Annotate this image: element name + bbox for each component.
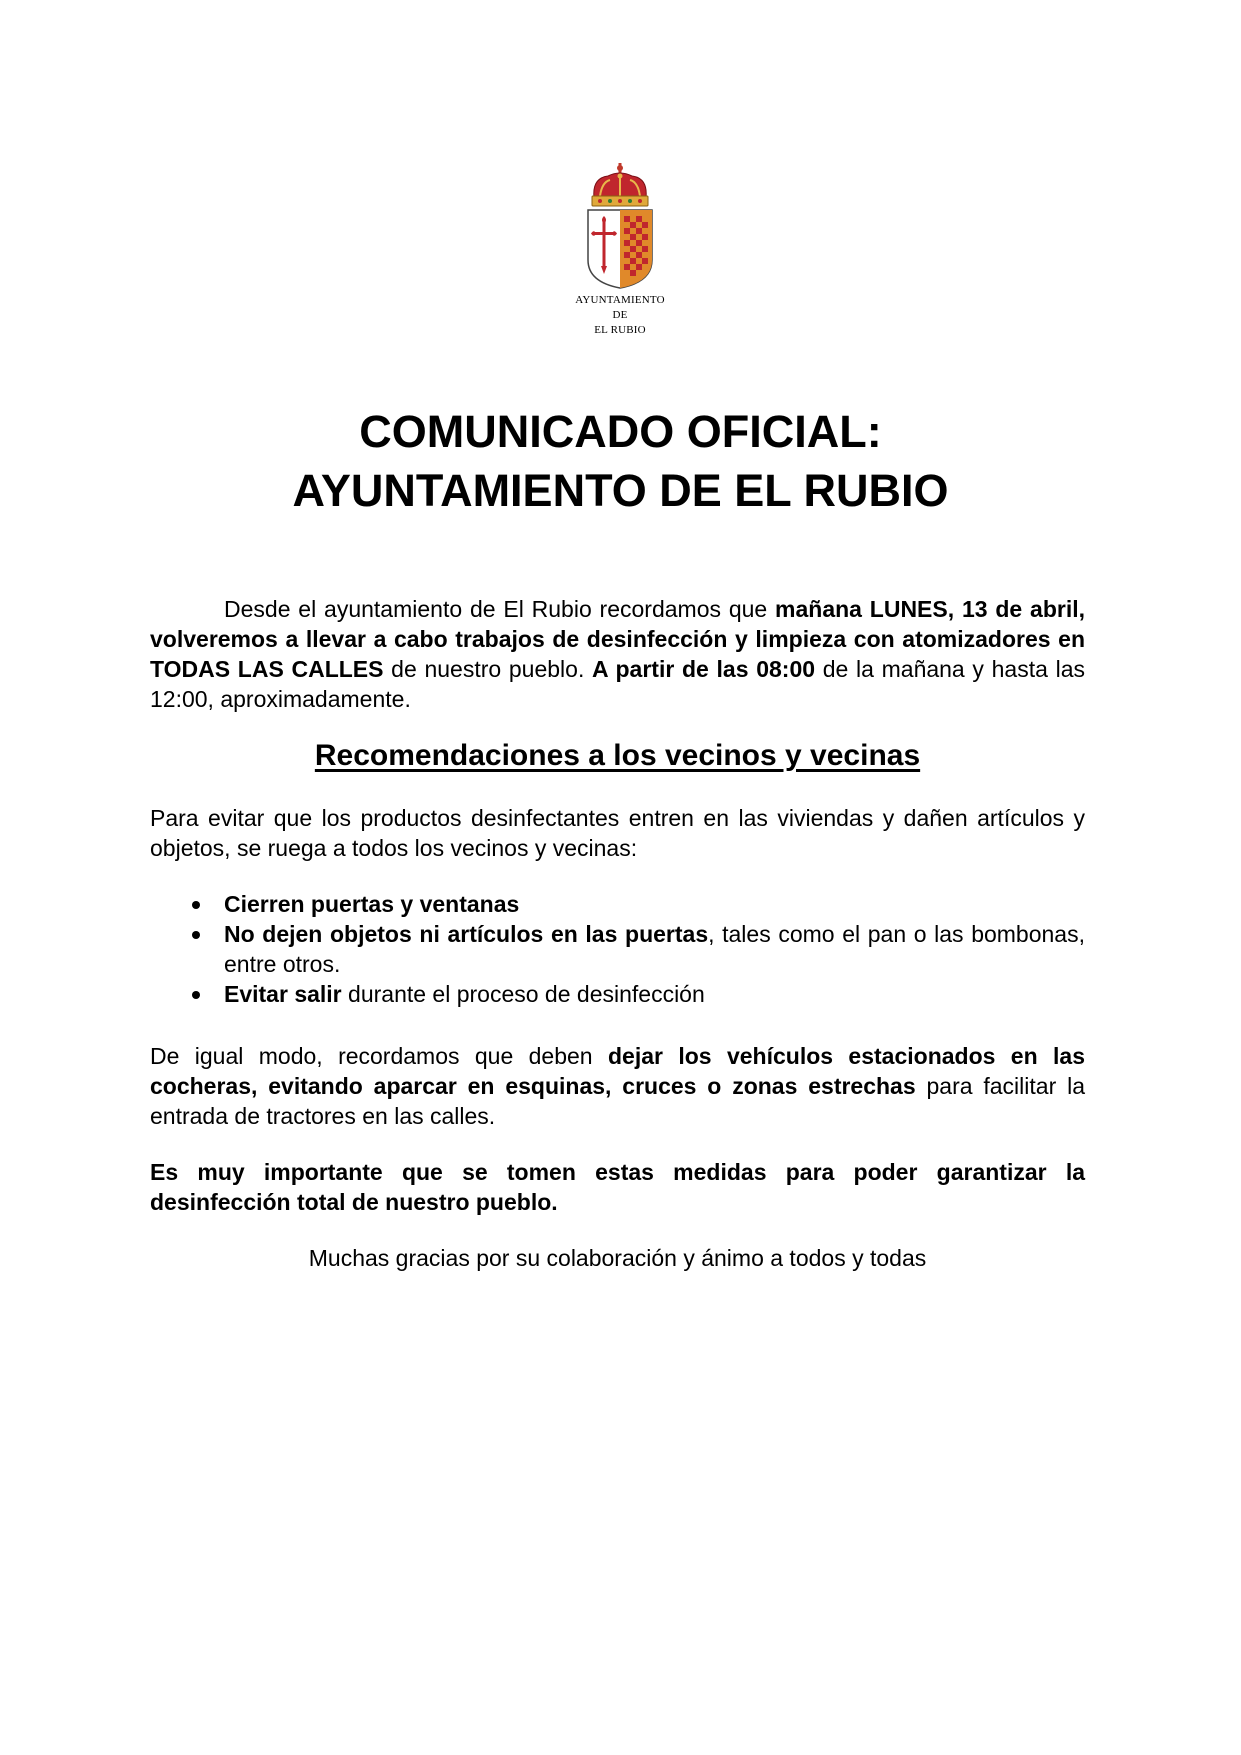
list-item-bold: No dejen objetos ni artículos en las puertas [224,921,709,947]
intro-text: de nuestro pueblo. [383,656,593,682]
list-item-bold: Evitar salir [224,981,342,1007]
vehicles-text: De igual modo, recordamos que deben [150,1043,608,1069]
intro-paragraph [150,594,1085,714]
el-rubio-coat-of-arms-icon [580,160,660,290]
intro-bold-time: A partir de las 08:00 [592,656,816,682]
list-item-bold: Cierren puertas y ventanas [224,891,520,917]
list-item-text: , tales como el pan o las bombonas, entre otros. [224,921,1085,977]
closing-text: Muchas gracias por su colaboración y ánimo a todos y todas [308,1245,927,1271]
vehicles-text: para facilitar la entrada de tractores en las calles. [150,1073,1085,1129]
crest-caption-line: EL RUBIO [594,324,646,336]
title-line: AYUNTAMIENTO DE EL RUBIO [292,465,949,516]
list-item [150,919,1085,979]
crest-caption [540,293,700,338]
vehicles-bold-text: dejar los vehículos estacionados en las cocheras, evitando aparcar en esquinas, cruces o zonas estrechas [150,1043,1086,1099]
title-line: COMUNICADO OFICIAL: [359,406,882,457]
bullet-icon [192,901,200,909]
importance-paragraph: Es muy importante que se tomen estas medidas para poder garantizar la desinfección total de nuestro pueblo. [150,1159,1085,1215]
recommendations-intro: Para evitar que los productos desinfectantes entren en las viviendas y dañen artículos y objetos, se ruega a todos los vecinos y vecinas: [150,805,1085,861]
list-item [150,979,1085,1009]
intro-text: Desde el ayuntamiento de El Rubio recordamos que [224,596,776,622]
section-heading: Recomendaciones a los vecinos y vecinas [314,739,921,772]
crest-caption-line: AYUNTAMIENTO [575,294,665,306]
list-item [150,889,1085,919]
intro-bold-text: mañana LUNES, 13 de abril, volveremos a llevar a cabo trabajos de desinfección y limpieza con atomizadores en TODAS LAS CALLES [150,596,1085,682]
bullet-icon [192,991,200,999]
vehicles-paragraph [150,1041,1085,1131]
page-title [150,402,1091,520]
intro-text: de la mañana y hasta las 12:00, aproximadamente. [150,656,1085,712]
list-item-text: durante el proceso de desinfección [341,981,705,1007]
recommendations-list [150,889,1085,1009]
bullet-icon [192,931,200,939]
crest-caption-line: DE [612,309,628,321]
